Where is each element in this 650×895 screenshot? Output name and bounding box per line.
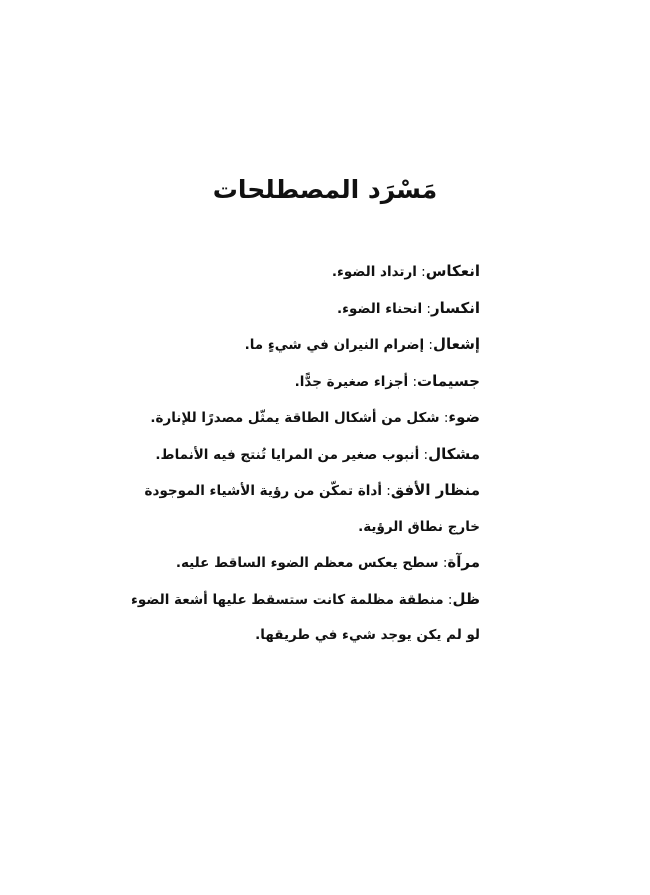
- glossary-entry: [120, 582, 480, 654]
- glossary-term: منظار الأفق: [390, 481, 480, 499]
- glossary-definition: أجزاء صغيرة جدًّا.: [294, 373, 409, 390]
- glossary-definition: سطح يعكس معظم الضوء الساقط عليه.: [175, 555, 439, 571]
- term-separator: :: [416, 264, 426, 280]
- glossary-term: إشعال: [432, 335, 480, 353]
- glossary-definition: انحناء الضوء.: [337, 300, 423, 317]
- glossary-entry: [120, 473, 480, 545]
- glossary-definition: ارتداد الضوء.: [331, 264, 417, 280]
- glossary-term: مشكال: [428, 444, 480, 463]
- glossary-term: ضوء: [448, 408, 480, 426]
- glossary-term: انعكاس: [425, 262, 480, 280]
- term-separator: :: [424, 337, 433, 353]
- glossary-entry: [120, 291, 480, 328]
- term-separator: :: [438, 555, 448, 571]
- glossary-term: انكسار: [430, 298, 480, 317]
- glossary-entry: [120, 437, 480, 474]
- glossary-list: [120, 254, 480, 654]
- glossary-definition: إضرام النيران في شيءٍ ما.: [244, 337, 425, 353]
- glossary-term: مرآة: [447, 553, 480, 571]
- glossary-term: ظل: [452, 589, 480, 608]
- term-separator: :: [381, 483, 391, 499]
- glossary-entry: [120, 545, 480, 582]
- glossary-entry: [120, 364, 480, 401]
- glossary-entry: [120, 400, 480, 437]
- glossary-entry: [120, 254, 480, 291]
- term-separator: :: [443, 591, 453, 608]
- term-separator: :: [408, 373, 418, 390]
- glossary-entry: [120, 327, 480, 364]
- glossary-definition: أداة تمكّن من رؤية الأشياء الموجودة خارج نطاق الرؤية.: [144, 483, 480, 535]
- glossary-definition: منطقة مظلمة كانت ستسقط عليها أشعة الضوء لو لم يكن يوجد شيء في طريقها.: [130, 591, 480, 643]
- page-title: مَسْرَد المصطلحات: [212, 175, 438, 204]
- glossary-term: جسيمات: [417, 371, 480, 390]
- term-separator: :: [422, 300, 431, 317]
- glossary-definition: شكل من أشكال الطاقة يمثّل مصدرًا للإنارة.: [150, 410, 440, 426]
- term-separator: :: [439, 410, 449, 426]
- term-separator: :: [419, 446, 429, 463]
- glossary-definition: أنبوب صغير من المرايا تُنتج فيه الأنماط.: [155, 446, 420, 463]
